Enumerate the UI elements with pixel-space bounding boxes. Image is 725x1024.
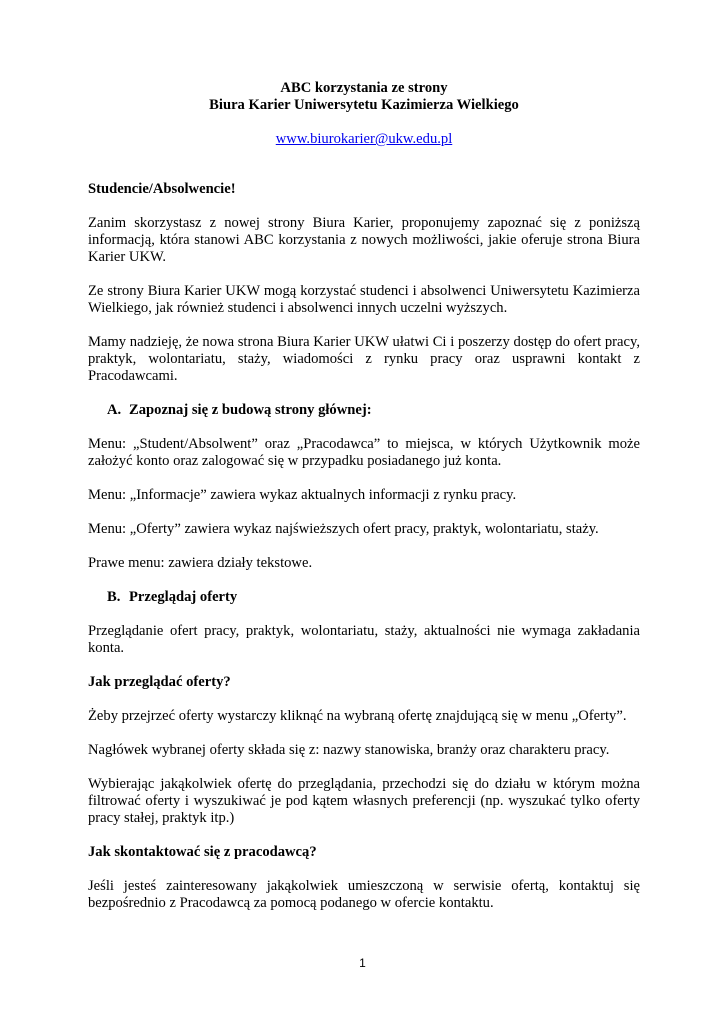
menu-offers-paragraph: Menu: „Oferty” zawiera wykaz najświeższych ofert pracy, praktyk, wolontariatu, staży. [88,521,599,537]
intro-paragraph-2: Ze strony Biura Karier UKW mogą korzystać studenci i absolwenci Uniwersytetu Kazimierza Wielkiego, jak również studenci i absolwenci innych uczelni wyższych. [88,283,640,316]
browse-paragraph-2: Nagłówek wybranej oferty składa się z: nazwy stanowiska, branży oraz charakteru pracy. [88,742,610,758]
section-a-title: Zapoznaj się z budową strony głównej: [129,402,372,418]
section-b-letter: B. [107,589,121,605]
section-a-letter: A. [107,402,122,418]
document-title-line-1: ABC korzystania ze strony [280,80,448,96]
career-office-link[interactable]: www.biurokarier@ukw.edu.pl [275,131,453,147]
browse-paragraph-1: Żeby przejrzeć oferty wystarczy kliknąć na wybraną ofertę znajdującą się w menu „Oferty”. [88,708,627,724]
link-line [88,131,640,148]
browse-heading: Jak przeglądać oferty? [88,674,231,690]
greeting-heading: Studencie/Absolwencie! [88,181,236,197]
section-a-heading [88,402,640,419]
contact-paragraph: Jeśli jesteś zainteresowany jakąkolwiek umieszczoną w serwisie ofertą, kontaktuj się bezpośrednio z Pracodawcą za pomocą podanego w ofercie kontaktu. [88,878,640,911]
page-number: 1 [359,956,366,970]
section-b-title: Przeglądaj oferty [129,589,238,605]
menu-info-paragraph: Menu: „Informacje” zawiera wykaz aktualnych informacji z rynku pracy. [88,487,517,503]
contact-heading: Jak skontaktować się z pracodawcą? [88,844,317,860]
right-menu-paragraph: Prawe menu: zawiera działy tekstowe. [88,555,313,571]
intro-paragraph-1: Zanim skorzystasz z nowej strony Biura Karier, proponujemy zapoznać się z poniższą informacją, która stanowi ABC korzystania z nowych możliwości, jakie oferuje strona Biura Karier UKW. [88,215,640,265]
document-title-line-2: Biura Karier Uniwersytetu Kazimierza Wielkiego [209,97,519,113]
intro-paragraph-3: Mamy nadzieję, że nowa strona Biura Karier UKW ułatwi Ci i poszerzy dostęp do ofert pracy, praktyk, wolontariatu, staży, wiadomości z rynku pracy oraz usprawni kontakt z Pracodawcami. [88,334,640,384]
section-b-heading [88,589,640,606]
browse-no-account-paragraph: Przeglądanie ofert pracy, praktyk, wolontariatu, staży, aktualności nie wymaga zakładania konta. [88,623,640,656]
document-page [88,80,640,912]
menu-student-paragraph: Menu: „Student/Absolwent” oraz „Pracodawca” to miejsca, w których Użytkownik może założyć konto oraz zalogować się w przypadku posiadanego już konta. [88,436,640,469]
browse-paragraph-3: Wybierając jakąkolwiek ofertę do przeglądania, przechodzi się do działu w którym można filtrować oferty i wyszukiwać je pod kątem własnych preferencji (np. wyszukać tylko oferty pracy stałej, praktyk itp.) [88,776,640,826]
